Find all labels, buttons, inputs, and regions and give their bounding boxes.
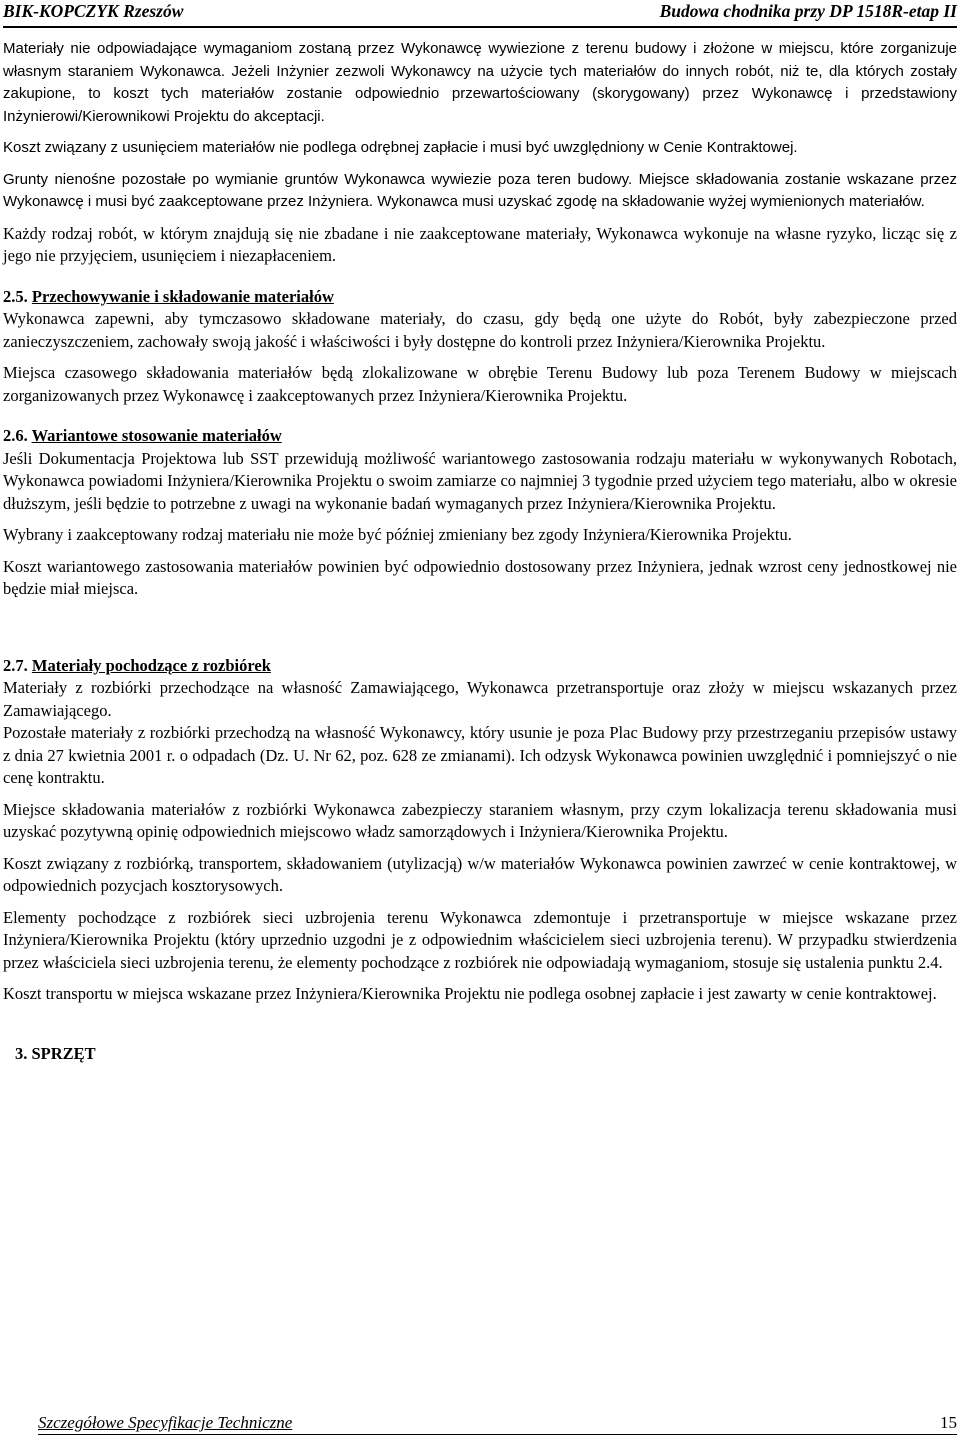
paragraph: Koszt transportu w miejsca wskazane przez Inżyniera/Kierownika Projektu nie podlega osobnej zapłacie i jest zawarty w cenie kontraktowej. xyxy=(3,984,937,1003)
paragraph: Wybrany i zaakceptowany rodzaj materiału nie może być później zmieniany bez zgody Inżyniera/Kierownika Projektu. xyxy=(3,525,792,544)
section-number: 2.6. xyxy=(3,426,28,445)
paragraph: Materiały z rozbiórki przechodzące na własność Zamawiającego, Wykonawca przetransportuje oraz złoży w miejscu wskazanych przez Zamawiającego. xyxy=(3,678,957,720)
page-header xyxy=(3,0,957,28)
page-footer xyxy=(38,1412,957,1435)
section-title: Wariantowe stosowanie materiałów xyxy=(31,426,282,445)
paragraph: Koszt wariantowego zastosowania materiałów powinien być odpowiednio dostosowany przez Inżyniera, jednak wzrost ceny jednostkowej nie będzie miał miejsca. xyxy=(3,556,957,598)
spacer xyxy=(3,610,957,655)
footer-title: Szczegółowe Specyfikacje Techniczne xyxy=(38,1413,293,1432)
paragraph: Elementy pochodzące z rozbiórek sieci uzbrojenia terenu Wykonawca zdemontuje i przetransportuje w miejsce wskazane przez Inżyniera/Kierownika Projektu (który uprzednio uzgodni je z odpowiednim właścicielem sieci uzbrojenia terenu). W przypadku stwierdzenia przez właściciela sieci uzbrojenia terenu, że elementy pochodzące z rozbiórek nie odpowiadają wymaganiom, stosuje się ustalenia punktu 2.4. xyxy=(3,907,957,972)
paragraph: Każdy rodzaj robót, w którym znajdują się nie zbadane i nie zaakceptowane materiały, Wykonawca wykonuje na własne ryzyko, licząc się z jego nie przyjęciem, usunięciem i niezapłaceniem. xyxy=(3,223,957,265)
header-project: Budowa chodnika przy DP 1518R-etap II xyxy=(659,1,957,21)
paragraph: Koszt związany z usunięciem materiałów nie podlega odrębnej zapłacie i musi być uwzględniony w Cenie Kontraktowej. xyxy=(3,139,798,156)
section-heading-2-7 xyxy=(3,655,957,678)
section-heading-2-6 xyxy=(3,425,957,448)
paragraph: Materiały nie odpowiadające wymaganiom zostaną przez Wykonawcę wywiezione z terenu budowy i złożone w miejscu, które zorganizuje własnym staraniem Wykonawca. Jeżeli Inżynier zezwoli Wykonawcy na użycie tych materiałów do innych robót, niż te, dla których zostały zakupione, to koszt tych materiałów zostanie odpowiednio przewartościowany (skorygowany) przez Wykonawcę i przedstawiony Inżynierowi/Kierownikowi Projektu do akceptacji. xyxy=(3,40,957,125)
chapter-heading: 3. SPRZĘT xyxy=(15,1043,96,1063)
paragraph: Grunty nienośne pozostałe po wymianie gruntów Wykonawca wywiezie poza teren budowy. Miejsce składowania zostanie wskazane przez Wykonawcę i musi być zaakceptowane przez Inżyniera. Wykonawca musi uzyskać zgodę na składowanie wyżej wymienionych materiałów. xyxy=(3,170,957,210)
spacer xyxy=(3,1015,957,1043)
section-heading-2-5 xyxy=(3,286,957,309)
paragraph: Koszt związany z rozbiórką, transportem, składowaniem (utylizacją) w/w materiałów Wykonawca powinien zawrzeć w cenie kontraktowej, w odpowiednich pozycjach kosztorysowych. xyxy=(3,853,957,895)
paragraph: Jeśli Dokumentacja Projektowa lub SST przewidują możliwość wariantowego zastosowania rodzaju materiału w wykonywanych Robotach, Wykonawca powiadomi Inżyniera/Kierownika Projektu o swoim zamiarze co najmniej 3 tygodnie przed użyciem tego materiału, albo w okresie dłuższym, jeśli będzie to potrzebne z uwagi na wykonanie badań wymaganych przez Inżyniera/Kierownika Projektu. xyxy=(3,448,957,513)
document-body xyxy=(3,38,957,1065)
paragraph: Wykonawca zapewni, aby tymczasowo składowane materiały, do czasu, gdy będą one użyte do Robót, były zabezpieczone przed zanieczyszczeniem, zachowały swoją jakość i właściwości i były dostępne do kontroli przez Inżyniera/Kierownika Projektu. xyxy=(3,309,957,351)
section-title: Materiały pochodzące z rozbiórek xyxy=(31,655,271,675)
paragraph: Miejsce składowania materiałów z rozbiórki Wykonawca zabezpieczy staraniem własnym, przy czym lokalizacja terenu składowania musi uzyskać pozytywną opinię odpowiednich miejscowo władz samorządowych i Inżyniera/Kierownika Projektu. xyxy=(3,799,957,841)
paragraph: Miejsca czasowego składowania materiałów będą zlokalizowane w obrębie Terenu Budowy lub poza Terenem Budowy w miejscach zorganizowanych przez Wykonawcę i zaakceptowanych przez Inżyniera/Kierownika Projektu. xyxy=(3,363,957,405)
section-number: 2.5. xyxy=(3,286,28,306)
paragraph: Pozostałe materiały z rozbiórki przechodzą na własność Wykonawcy, który usunie je poza Plac Budowy przy przestrzeganiu przepisów ustawy z dnia 27 kwietnia 2001 r. o odpadach (Dz. U. Nr 62, poz. 628 ze zmianami). Ich odzysk Wykonawca powinien uwzględnić i pomniejszyć o nie cenę kontraktu. xyxy=(3,723,957,787)
section-number: 2.7. xyxy=(3,655,28,675)
page-number: 15 xyxy=(940,1413,957,1432)
section-title: Przechowywanie i składowanie materiałów xyxy=(31,286,334,306)
header-company: BIK-KOPCZYK Rzeszów xyxy=(3,1,184,21)
